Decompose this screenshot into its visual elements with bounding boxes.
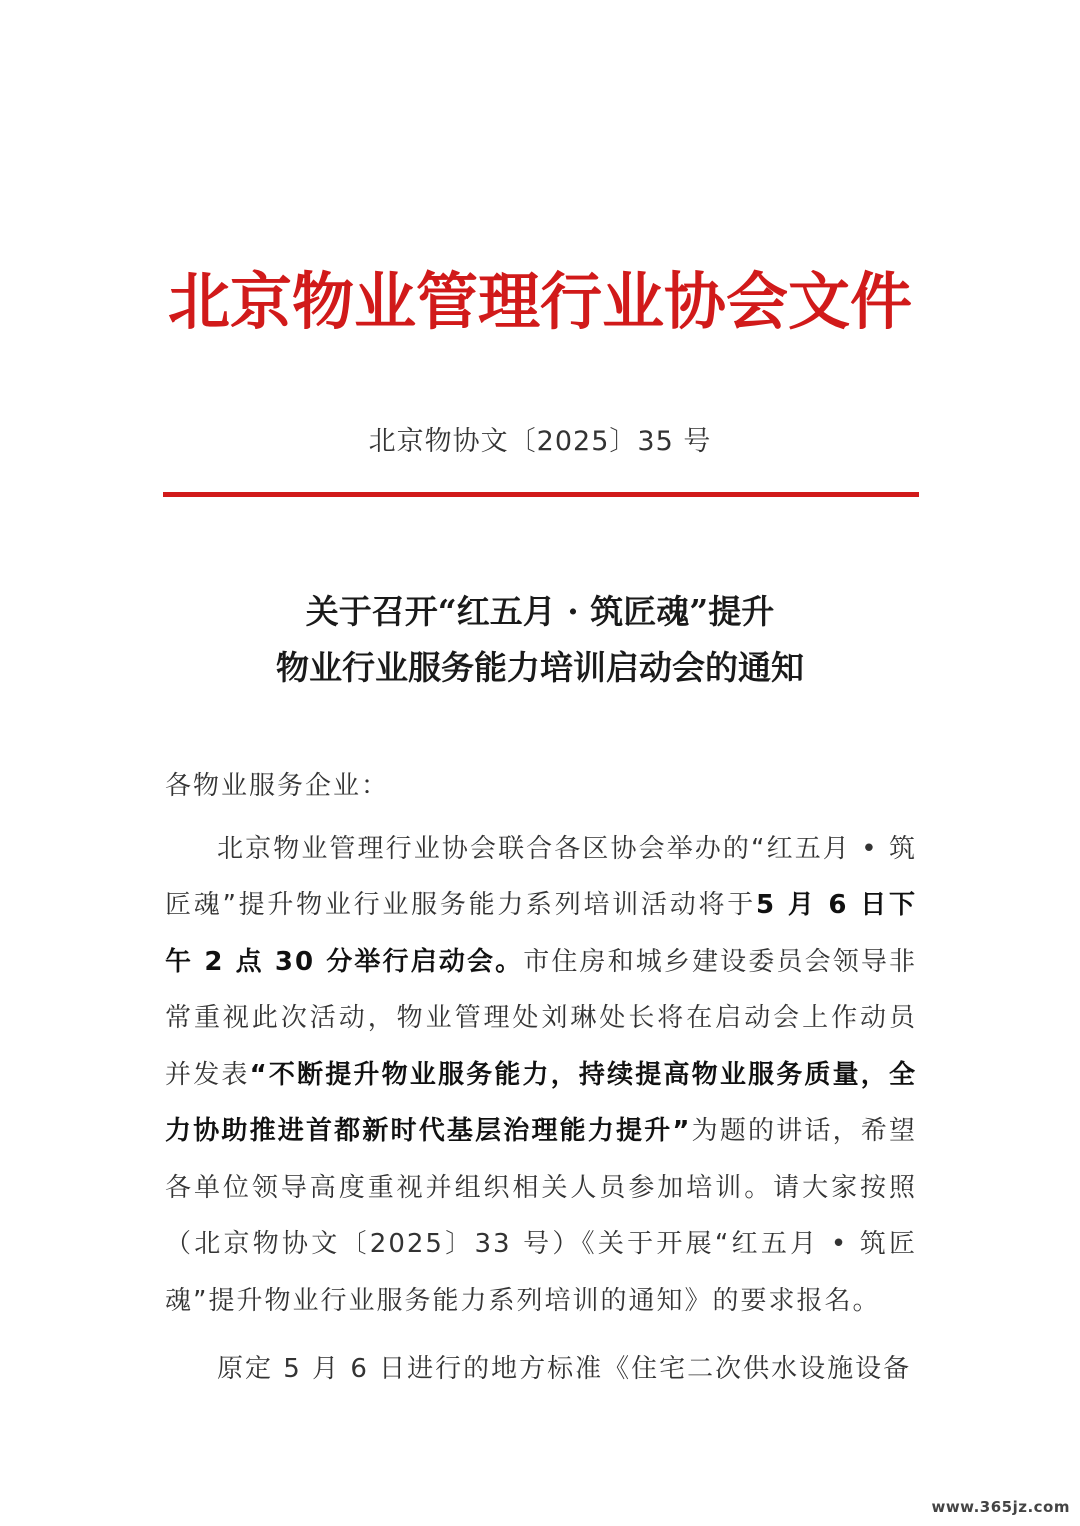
notice-body <box>165 758 917 1398</box>
notice-title-line-1: 关于召开“红五月 · 筑匠魂”提升 <box>305 592 775 631</box>
document-number: 北京物协文〔2025〕35 号 <box>368 426 712 457</box>
paragraph-1-speech-topic: “不断提升物业服务能力，持续提高物业服务质量，全力协助推进首都新时代基层治理能力提升” <box>165 1059 917 1146</box>
body-paragraph-1 <box>165 821 917 1330</box>
body-paragraph-2: 原定 5 月 6 日进行的地方标准《住宅二次供水设施设备 <box>217 1354 912 1384</box>
paragraph-1-text-e: 为题的讲话，希望各单位领导高度重视并组织相关人员参加培训。请大家按照（北京物协文〔2025〕33 号）《关于开展“红五月 • 筑匠魂”提升物业行业服务能力系列培训的通知》的要求报名。 <box>165 1116 917 1316</box>
red-divider-line <box>163 492 919 497</box>
notice-title-line-2: 物业行业服务能力培训启动会的通知 <box>276 648 804 687</box>
site-watermark: www.365jz.com <box>931 1498 1070 1516</box>
paragraph-1-text-a: 北京物业管理行业协会联合各区协会举办的“红五月 • 筑匠魂”提升物业行业服务能力系列培训活动将于 <box>165 833 917 920</box>
salutation: 各物业服务企业： <box>165 771 390 801</box>
document-header-title: 北京物业管理行业协会文件 <box>167 265 912 338</box>
notice-title <box>0 584 1080 696</box>
paragraph-1-event-time: 5 月 6 日下午 2 点 30 分举行启动会。 <box>165 890 917 977</box>
paragraph-1-text-c: 市住房和城乡建设委员会领导非常重视此次活动，物业管理处刘琳处长将在启动会上作动员并发表 <box>165 946 917 1090</box>
